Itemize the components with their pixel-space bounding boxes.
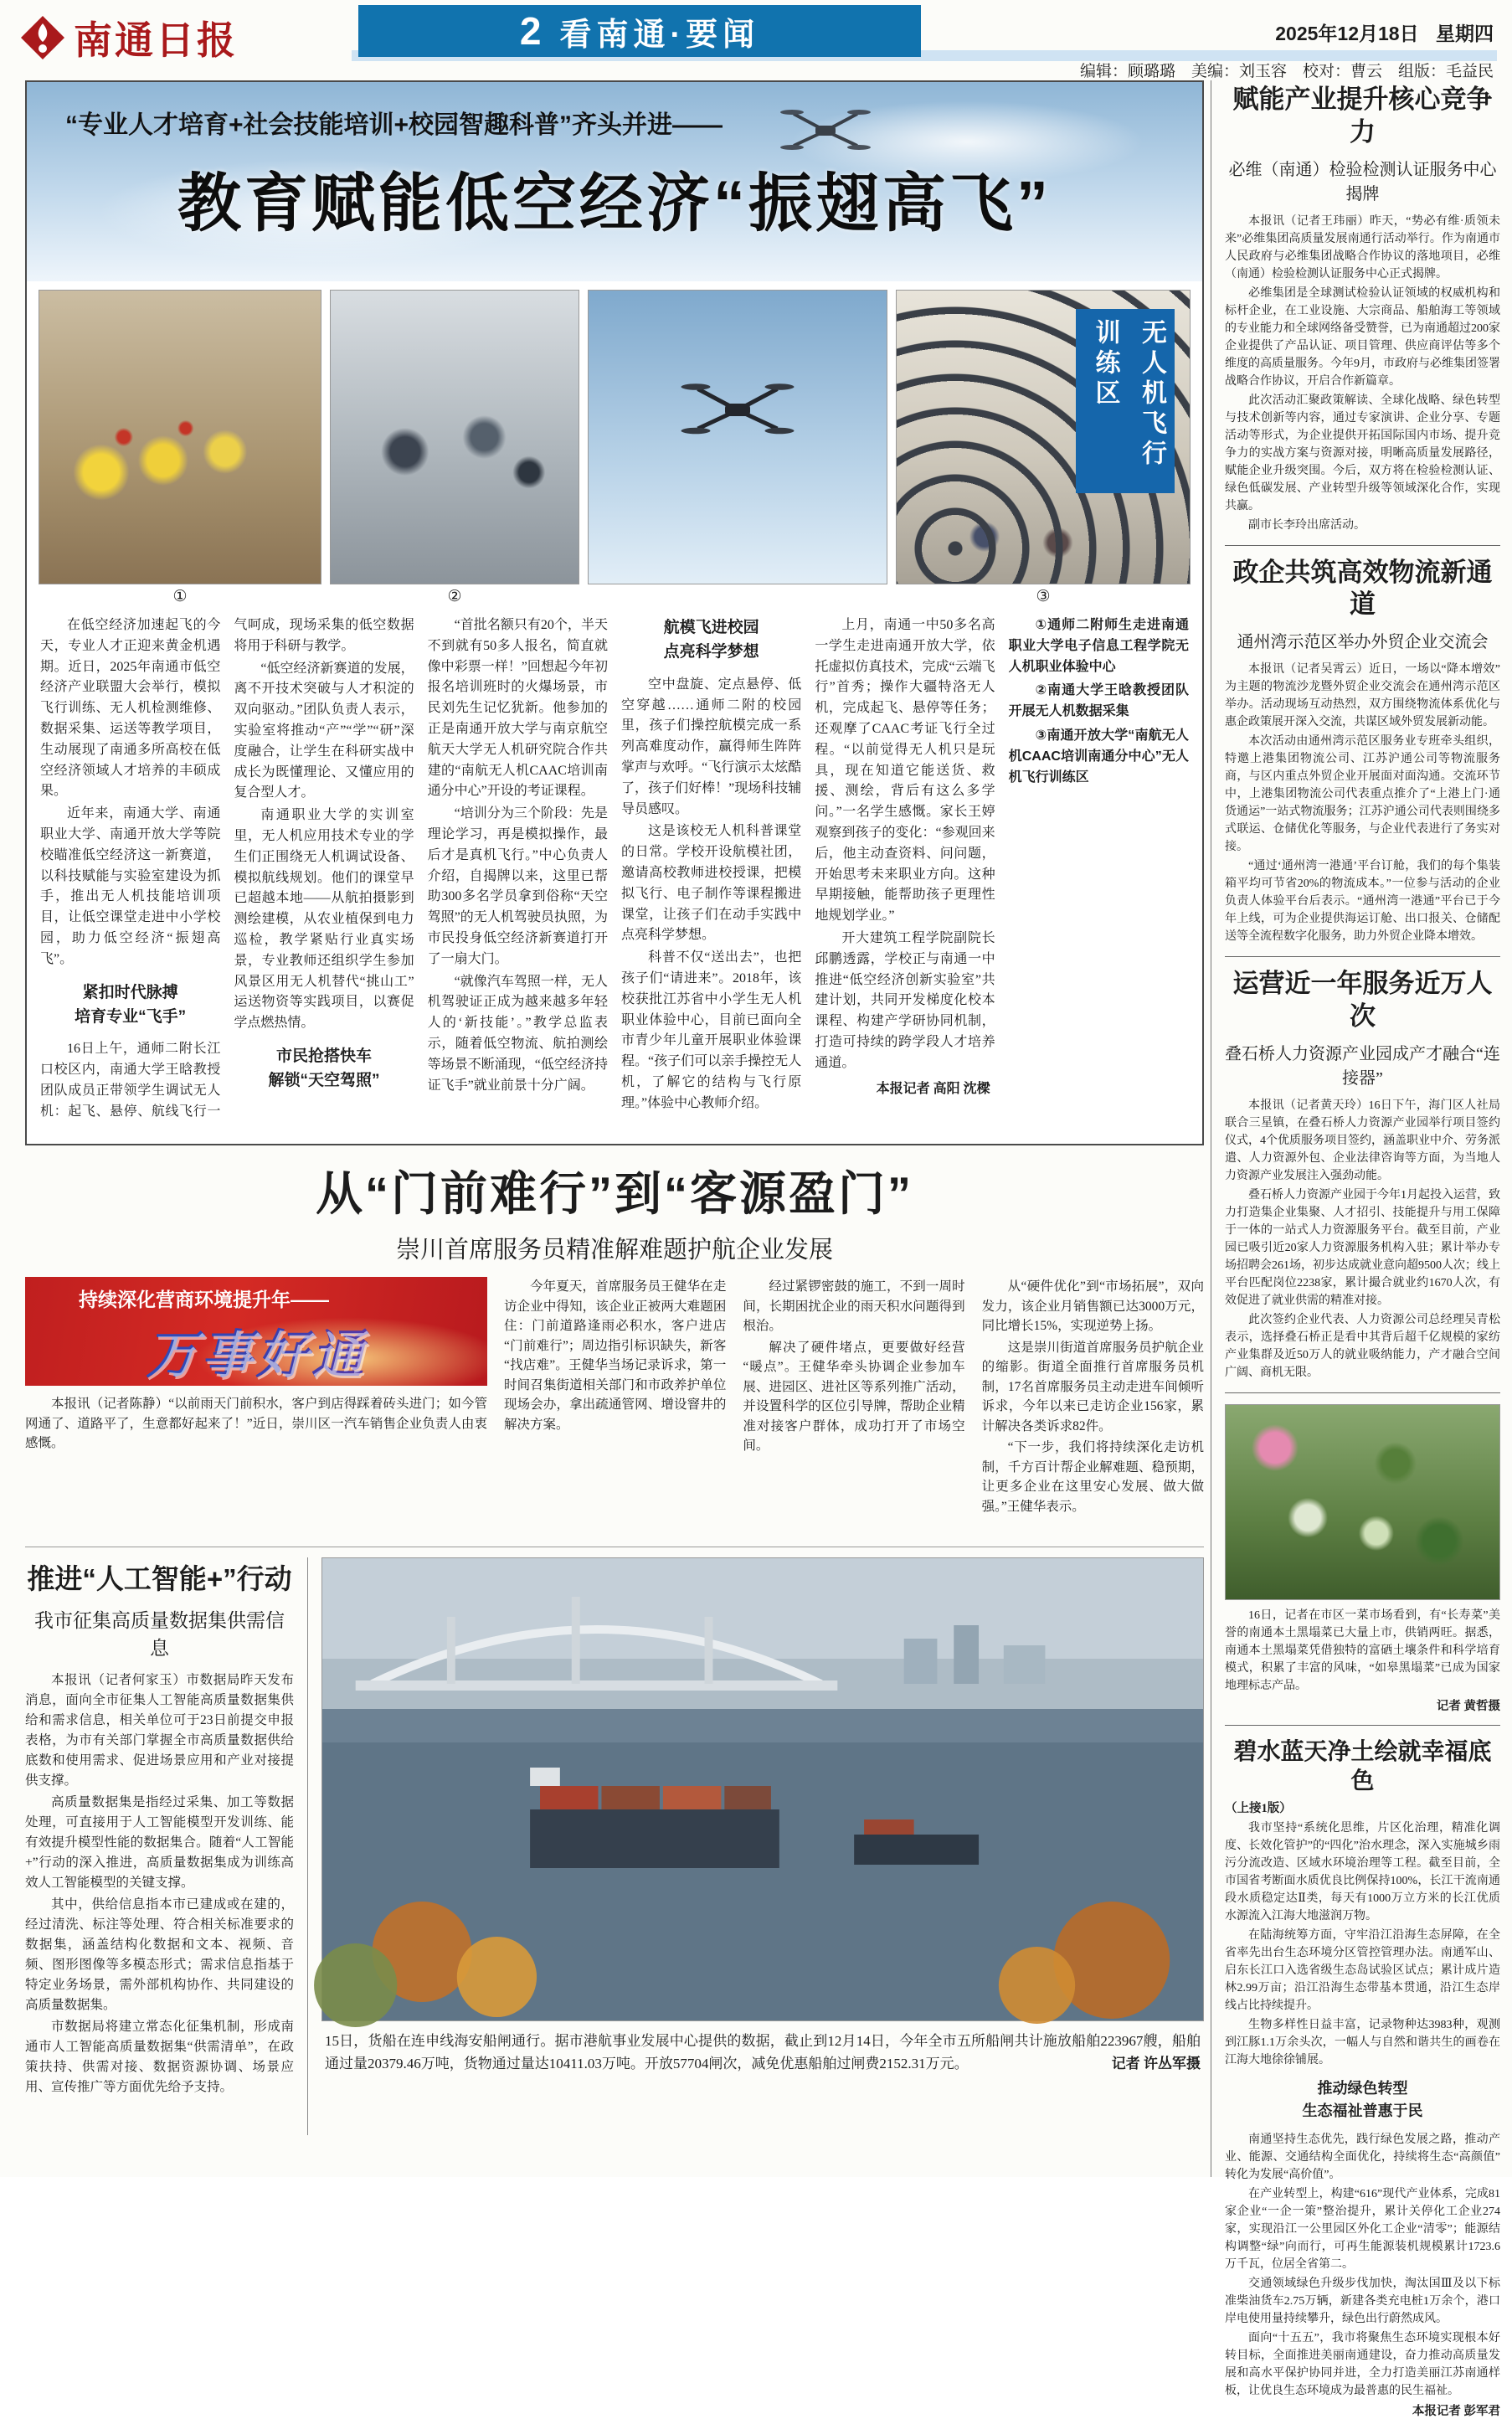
paragraph: 开大建筑工程学院副院长邱鹏透露，学校正与南通一中推进“低空经济创新实验室”共建计划，共同开发梯度化校本课程、构建产学研协同机制，打造可持续的跨学段人才培养通道。: [815, 930, 995, 1070]
paragraph: 在低空经济加速起飞的今天，专业人才正迎来黄金机遇期。近日，2025年南通市低空经济产业联盟大会举行，模拟飞行训练、无人机检测维修、数据采集、运送等教学项目，生动展现了南通多所高校在低空经济领域人才培养的丰硕成果。: [40, 618, 221, 799]
article-body: [1225, 213, 1500, 534]
paragraph: 本报讯（记者何家玉）市数据局昨天发布消息，面向全市征集人工智能高质量数据集供给和需求信息，相关单位可于23日前提交申报表格，为市有关部门掌握全市高质量数据供给底数和使用需求、促进场景应用和产业对接提供支撑。: [25, 1673, 294, 1789]
article-subtitle: 必维（南通）检验检测认证服务中心揭牌: [1228, 160, 1497, 203]
paragraph: “就像汽车驾照一样，无人机驾驶证正成为越来越多年轻人的‘新技能’。”教学总监表示，随着低空物流、航拍测绘等场景不断涌现，“低空经济持证飞手”就业前景十分广阔。: [427, 974, 608, 1093]
paragraph: 本报讯（记者黄天玲）16日下午，海门区人社局联合三星镇，在叠石桥人力资源产业园举行项目签约仪式，4个优质服务项目签约，涵盖职业中介、劳务派遣、人力资源外包、企业法律咨询等方面，为当地人力资源产业发展注入强劲动能。: [1225, 1099, 1500, 1182]
mid-col1-text: [25, 1394, 487, 1454]
paragraph: 本报讯（记者吴霄云）近日，一场以“降本增效”为主题的物流沙龙暨外贸企业交流会在通州湾示范区举办。活动现场互动热烈，双方围绕物流体系优化与惠企政策展开深入交流，共谋区域外贸发展新动能。: [1225, 663, 1500, 728]
photo-caption: 16日，记者在市区一菜市场看到，有“长寿菜”美誉的南通本土黑塌菜已大量上市，供销两旺。据悉，南通本土黑塌菜凭借独特的富硒土壤条件和科学培育模式，积累了丰富的风味，“如皋黑塌菜”已成为国家地理标志产品。: [1225, 1608, 1500, 1692]
article-ecology: [1225, 1737, 1500, 2419]
masthead-title: 南通日报: [74, 19, 238, 62]
article-body-top: [1225, 1819, 1500, 2069]
paragraph: 这是崇川街道首席服务员护航企业的缩影。街道全面推行首席服务员机制，17名首席服务员主动走进车间倾听诉求，今年以来已走访企业156家，累计解决各类诉求82件。: [981, 1340, 1204, 1433]
byline: 本报记者 彭军君: [1412, 2404, 1500, 2418]
article-body: [1225, 661, 1500, 945]
paragraph: “首批名额只有20个，半天不到就有50多人报名，简直就像中彩票一样！”回想起今年初报名培训班时的火爆场景，市民刘先生记忆犹新。他参加的正是南通开放大学与南京航空航天大学无人机研究院合作共建的“南航无人机CAAC培训南通分中心”开设的考证课程。: [427, 618, 608, 799]
photographer-credit: 记者 许丛军摄: [1111, 2056, 1201, 2072]
article-logistics: [1225, 557, 1500, 946]
paragraph: “培训分为三个阶段：先是理论学习，再是模拟操作，最后才是真机飞行。”中心负责人介绍，自揭牌以来，这里已帮助300多名学员拿到俗称“天空驾照”的无人机驾驶员执照，为市民投身低空经济新赛道打开了一扇大门。: [427, 806, 608, 966]
article-title: 运营近一年服务近万人次: [1232, 969, 1493, 1031]
photo-training-zone: [896, 290, 1191, 584]
date: 2025年12月18日: [1275, 23, 1419, 44]
divider: [1225, 545, 1500, 546]
paragraph: 空中盘旋、定点悬停、低空穿越……通师二附的校园里，孩子们操控航模完成一系列高难度动作，赢得师生阵阵掌声与欢呼。“飞行演示太炫酷了，孩子们好棒！”现场科技辅导员感叹。: [620, 677, 802, 816]
paragraph: 本次活动由通州湾示范区服务业专班牵头组织，特邀上港集团物流公司、江苏沪通公司等物流服务商，与区内重点外贸企业开展面对面沟通。交流环节中，上港集团物流公司代表重点推介了“上港上门·通货通运”一站式物流服务；江苏沪通公司代表则围绕多式联运、仓储优化等服务，与企业代表进行了务实对接。: [1225, 735, 1500, 853]
mid-column-1: [25, 1277, 487, 1533]
banner-kicker: 持续深化营商环境提升年——: [79, 1289, 329, 1310]
paragraph: 在陆海统筹方面，守牢沿江沿海生态屏障，在全省率先出台生态环境分区管控管理办法。南通军山、启东长江口入选省级生态岛试验区试点；累计成片造林2.99万亩；沿江沿海生态带基本贯通，沿江生态岸线占比持续提升。: [1225, 1928, 1500, 2012]
article-subtitle: 通州湾示范区举办外贸企业交流会: [1237, 633, 1489, 651]
photo-label-1: ①: [172, 588, 188, 605]
byline: 本报记者 高阳 沈樑: [876, 1081, 990, 1096]
divider: [1225, 956, 1500, 957]
masthead-logo-icon: [20, 15, 65, 60]
paragraph: 科普不仅“送出去”，也把孩子们“请进来”。2018年，该校获批江苏省中小学生无人机职业体验中心，目前已面向全市青少年儿童开展职业体验课程。“孩子们可以亲手操控无人机，了解它的结构与飞行原理。”体验中心教师介绍。: [620, 950, 802, 1110]
main-article-sky-header: [27, 82, 1202, 281]
mid-column-4: [982, 1277, 1204, 1533]
paragraph: 从“硬件优化”到“市场拓展”，双向发力，该企业月销售额已达3000万元，同比增长15%，实现逆势上扬。: [981, 1279, 1204, 1334]
ai-body: [25, 1670, 294, 2097]
crosshead-line: 培育专业“飞手”: [75, 1007, 187, 1026]
continued-tag: （上接1版）: [1225, 1801, 1292, 1815]
main-photo-row: [27, 281, 1202, 610]
photo-uav-data-collection: [330, 290, 579, 584]
date-line: [1275, 18, 1494, 46]
mid-article: [25, 1157, 1204, 1533]
staff-credits: 编辑：顾璐璐 美编：刘玉容 校对：曹云 组版：毛益民: [1079, 63, 1494, 80]
paragraph: 南通职业大学的实训室里，无人机应用技术专业的学生们正围绕无人机调试设备、模拟航线规划。他们的课堂早已超越本地——从航拍摄影到测绘建模，从农业植保到电力巡检，教学紧贴行业真实场景，专业教师还组织学生参加风景区用无人机替代“挑山工”运送物资等实践项目，以赛促学点燃热情。: [234, 808, 414, 1031]
paragraph: 在产业转型上，构建“616”现代产业体系，完成81家企业“一企一策”整治提升，累计关停化工企业274家，实现沿江一公里园区外化工企业“清零”；能源结构调整“绿”向而行，可再生能源装机规模累计1723.6万千瓦，位居全省第二。: [1225, 2187, 1500, 2271]
photo-captions: [1009, 615, 1189, 788]
photo-drone-sky: [588, 290, 887, 584]
section-banner: [358, 5, 921, 57]
right-rail: [1211, 80, 1512, 2418]
crosshead-line: 推动绿色转型: [1317, 2079, 1408, 2097]
paragraph: “通过‘通州湾一港通’平台订舱，我们的每个集装箱平均可节省20%的物流成本。”一位参与活动的企业负责人体验平台后表示。“通州湾一港通”平台已于今年上线，可为企业提供海运订舱、出口报关、仓储配送等全流程数字化服务，助力外贸企业降本增效。: [1225, 860, 1500, 943]
divider: [1225, 1392, 1500, 1393]
ai-article: [25, 1557, 308, 2135]
paragraph: 这是该校无人机科普课堂的日常。学校开设航模社团，邀请高校教师进校授课，把模拟飞行、电子制作等课程搬进课堂，让孩子们在动手实践中点亮科学梦想。: [620, 824, 802, 943]
paragraph: 叠石桥人力资源产业园于今年1月起投入运营，致力打造集企业集聚、人才招引、技能提升与用工保障于一体的一站式人力资源服务平台。截至目前，产业园已吸引近20家人力资源服务机构入驻；累计举办专场招聘会261场，初步达成就业意向超9500人次；线上平台匹配岗位2238家，累计撮合就业约1670人次，有效促进了就业供需的精准对接。: [1225, 1188, 1500, 1307]
paragraph: “下一步，我们将持续深化走访机制，千方百计帮企业解难题、稳预期，让更多企业在这里安心发展、做大做强。”王健华表示。: [981, 1440, 1204, 1515]
paragraph: 今年夏天，首席服务员王健华在走访企业中得知，该企业正被两大难题困住：门前道路逢雨必积水，客户进店“门前难行”；周边指引标识缺失，新客“找店难”。王健华当场记录诉求，第一时间召集街道相关部门和市政养护单位现场会办，拿出疏通管网、增设窨井的解决方案。: [504, 1279, 727, 1432]
mid-headline: 从“门前难行”到“客源盈门”: [316, 1167, 913, 1220]
training-zone-sign: 无人机飞行训练区: [1076, 309, 1175, 493]
crosshead-line: 市民抢搭快车: [275, 1047, 372, 1065]
crosshead-line: 紧扣时代脉搏: [82, 983, 178, 1001]
article-hr-park: [1225, 968, 1500, 1382]
mid-column-3: [743, 1277, 964, 1533]
paragraph: 其中，供给信息指本市已建成或在建的，经过清洗、标注等处理、符合相关标准要求的数据集，涵盖结构化数据和文本、视频、音频、图形图像等多模态形式；需求信息指基于特定业务场景，需外部机构协作、共同建设的高质量数据集。: [25, 1897, 294, 2013]
photo-label-2: ②: [447, 588, 462, 605]
banner-logo: 万事好通: [25, 1316, 487, 1395]
crosshead: [1225, 2077, 1500, 2123]
photo-spacer: [588, 584, 887, 610]
main-kicker: “专业人才培育+社会技能培训+校园智趣科普”齐头并进——: [65, 111, 723, 139]
river-photo-block: [321, 1557, 1204, 2135]
paragraph: 16日上午，通师二附长江口校区内，南通大学王晗教授团队成员正带领学生调试无人机：起飞、悬停、航线飞行一气呵成，现场采集的低空数据将用于科研与教学。: [40, 618, 414, 1119]
photo-vegetable-market: [1225, 1404, 1500, 1600]
crosshead-3: [621, 615, 801, 665]
article-quality-center: [1225, 84, 1500, 534]
paragraph: 经过紧锣密鼓的施工，不到一周时间，长期困扰企业的雨天积水问题得到根治。: [743, 1279, 965, 1334]
paragraph: 解决了硬件堵点，更要做好经营“暖点”。王健华牵头协调企业参加车展、进园区、进社区等系列推广活动，并设置科学的区位引导牌，帮助企业精准对接客户群体，成功打开了市场空间。: [743, 1340, 965, 1454]
river-caption: [321, 2021, 1204, 2075]
main-article-body: [27, 610, 1202, 1131]
main-article: [25, 80, 1204, 1145]
paragraph: 近年来，南通大学、南通职业大学、南通开放大学等院校瞄准低空经济这一新赛道，以科技赋能与实验室建设为抓手，推出无人机技能培训项目，让低空课堂走进中小学校园，助力低空经济“振翅高飞”。: [40, 806, 221, 966]
caption-text: 15日，货船在连申线海安船闸通行。据市港航事业发展中心提供的数据，截止到12月14日，今年全市五所船闸共计施放船舶223967艘，船舶通过量20379.46万吨，货物通过量达10411.03万吨。开放57704闸次，减免优惠船舶过闸费2152.31万元。: [325, 2033, 1201, 2072]
left-zone: [0, 80, 1204, 2177]
drone-icon: [775, 104, 876, 154]
paragraph: 我市坚持“系统化思维，片区化治理，精准化调度、长效化管护”的“四化”治水理念，深入实施城乡雨污分流改造、区域水环境治理等工程。截至目前，全市国省考断面水质优良比例保持100%，长江干流南通段水质稳定达Ⅱ类，每天有1000万立方米的长江优质水源流入江海大地滋润万物。: [1225, 1821, 1500, 1922]
main-headline: 教育赋能低空经济“振翅高飞”: [177, 168, 1052, 239]
weekday: 星期四: [1436, 23, 1494, 44]
photo-river-lock: [321, 1557, 1204, 2021]
bottom-row: [25, 1547, 1204, 2135]
paragraph: “低空经济新赛道的发展，离不开技术突破与人才积淀的双向驱动。”团队负责人表示，实验室将推动“产”“学”“研”深度融合，让学生在科研实战中成长为既懂理论、又懂应用的复合型人才。: [234, 661, 414, 800]
paragraph: 上月，南通一中50多名高一学生走进南通开放大学，依托虚拟仿真技术，完成“云端飞行”首秀；操作大疆特洛无人机，完成起飞、悬停等任务；还观摩了CAAC考证飞行全过程。“以前觉得无人机只是玩具，现在知道它能送货、救援、测绘，背后有这么多学问。”一名学生感慨。家长王婷观察到孩子的变化：“参观回来后，他主动查资料、问问题，开始思考未来职业方向。这种早期接触，能帮助孩子更理性地规划学业。”: [815, 618, 995, 924]
content: [0, 80, 1512, 2418]
divider: [1225, 1725, 1500, 1726]
paragraph: 此次活动汇聚政策解读、全球化战略、绿色转型与技术创新等内容，通过专家演讲、企业分享、专题活动等形式，为企业提供开拓国际国内市场、提升竞争力的实战方案与资源对接，明晰高质量发展路径，赋能企业升级突围。今后，双方将在检验检测认证、绿色低碳发展、产业转型升级等领域深化合作，实现共赢。: [1225, 394, 1500, 512]
masthead: [20, 10, 238, 65]
drone-icon: [675, 374, 800, 441]
paragraph: 本报讯（记者王玮丽）昨天，“势必有维·质领未来”必维集团高质量发展南通行活动举行。作为南通市人民政府与必维集团战略合作协议的落地项目，必维（南通）检验检测认证服务中心正式揭牌。: [1225, 214, 1500, 281]
paragraph: 本报讯（记者陈静）“以前雨天门前积水，客户到店得踩着砖头进门；如今管网通了、道路平了，生意都好起来了！”近日，崇川区一汽车销售企业负责人由衷感慨。: [25, 1397, 487, 1451]
paragraph: 面向“十五五”，我市将聚焦生态环境实现根本好转目标，全面推进美丽南通建设，奋力推动高质量发展和高水平保护协同并进，全力打造美丽江苏南通样板，让优良生态环境成为最普惠的民生福祉。: [1225, 2331, 1500, 2397]
article-subtitle: 叠石桥人力资源产业园成产才融合“连接器”: [1225, 1044, 1500, 1088]
mid-column-2: [504, 1277, 726, 1533]
mid-subheadline: 崇川首席服务员精准解难题护航企业发展: [395, 1237, 833, 1264]
page-number: 2: [519, 9, 542, 53]
photo-caption: ③南通开放大学“南航无人机CAAC培训南通分中心”无人机飞行训练区: [1008, 728, 1189, 785]
paragraph: 南通坚持生态优先，践行绿色发展之路，推动产业、能源、交通结构全面优化，持续将生态“高颜值”转化为发展“高价值”。: [1225, 2133, 1500, 2181]
paragraph: 交通领域绿色升级步伐加快，淘汰国Ⅲ及以下标准柴油货车2.75万辆，新建各类充电桩1万余个，港口岸电使用量持续攀升，绿色出行蔚然成风。: [1225, 2277, 1500, 2325]
ai-headline: 推进“人工智能+”行动: [27, 1563, 292, 1594]
photo-label-3: ③: [1036, 588, 1051, 605]
photo-caption: ①通师二附师生走进南通职业大学电子信息工程学院无人机职业体验中心: [1008, 618, 1189, 674]
mid-columns: [25, 1277, 1204, 1533]
paragraph: 必维集团是全球测试检验认证领域的权威机构和标杆企业，在工业设施、大宗商品、船舶海工等领域的专业能力和全球网络备受赞誉，已为南通超过200家企业提供了产品认证、项目管理、供应商评估等多个维度的高质量服务。今年9月，市政府与必维集团签署战略合作协议，开启合作新篇章。: [1225, 286, 1500, 388]
photo-caption: ②南通大学王晗教授团队开展无人机数据采集: [1008, 683, 1189, 719]
crosshead-1: [40, 980, 220, 1030]
crosshead-line: 解锁“天空驾照”: [268, 1072, 380, 1090]
paragraph: 副市长李玲出席活动。: [1248, 518, 1365, 532]
article-body-bottom: [1225, 2131, 1500, 2400]
paragraph: 高质量数据集是指经过采集、加工等数据处理，可直接用于人工智能模型开发训练、能有效提升模型性能的数据集合。随着“人工智能+”行动的深入推进，高质量数据集成为训练高效人工智能模型的关键支撑。: [25, 1795, 294, 1891]
paragraph: 市数据局将建立常态化征集机制，形成南通市人工智能高质量数据集“供需清单”，在政策扶持、供需对接、数据资源协调、场景应用、宣传推广等方面优先给予支持。: [25, 2020, 294, 2095]
article-title: 赋能产业提升核心竞争力: [1232, 85, 1493, 147]
section-name: 看南通·要闻: [559, 17, 760, 53]
paragraph: 此次签约企业代表、人力资源公司总经理吴青松表示，选择叠石桥正是看中其背后超千亿规模的家纺产业集群及近50万人的就业吸纳能力，产才融合空间广阔、商机无限。: [1225, 1313, 1500, 1379]
crosshead-2: [234, 1044, 414, 1094]
crosshead-line: 点亮科学梦想: [663, 643, 759, 661]
article-title: 政企共筑高效物流新通道: [1232, 557, 1493, 620]
article-body: [1225, 1097, 1500, 1382]
paragraph: 生物多样性日益丰富，记录物种达3983种，观测到江豚1.1万余头次，一幅人与自然和谐共生的画卷在江海大地徐徐铺展。: [1225, 2018, 1500, 2066]
campaign-banner: [25, 1277, 487, 1386]
photographer-credit: 记者 黄哲摄: [1436, 1699, 1500, 1713]
crosshead-line: 生态福祉普惠于民: [1302, 2102, 1423, 2119]
crosshead-line: 航模飞进校园: [663, 619, 759, 636]
river-scene-art: [322, 1558, 1203, 2020]
vegetable-photo-item: [1225, 1404, 1500, 1714]
page-header: [0, 0, 1512, 79]
article-title: 碧水蓝天净土绘就幸福底色: [1233, 1737, 1492, 1794]
ai-subheadline: 我市征集高质量数据集供需信息: [34, 1610, 285, 1659]
photo-students-uav-class: [39, 290, 321, 584]
